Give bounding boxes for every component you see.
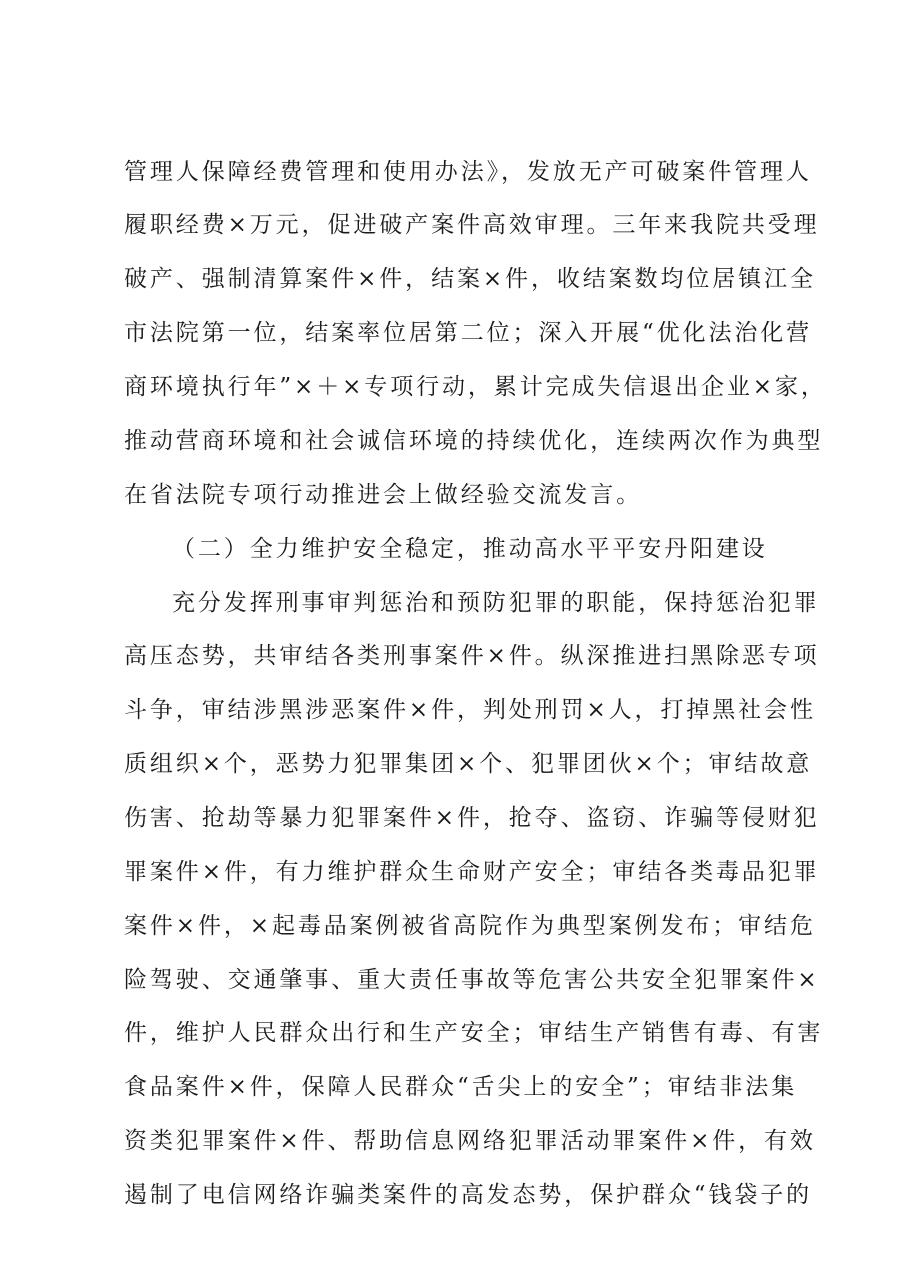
text-line: 商环境执行年”×＋×专项行动，累计完成失信退出企业×家， xyxy=(124,374,827,400)
section-heading: （二）全力维护安全稳定，推动高水平平安丹阳建设 xyxy=(172,536,768,562)
text-line: 食品案件×件，保障人民群众“舌尖上的安全”；审结非法集 xyxy=(124,1074,798,1100)
text-line: 推动营商环境和社会诚信环境的持续优化，连续两次作为典型 xyxy=(124,428,824,454)
text-line: 高压态势，共审结各类刑事案件×件。纵深推进扫黑除恶专项 xyxy=(124,643,820,669)
text-line: 险驾驶、交通肇事、重大责任事故等危害公共安全犯罪案件× xyxy=(124,967,820,993)
text-line: 件，维护人民群众出行和生产安全；审结生产销售有毒、有害 xyxy=(124,1020,824,1046)
text-line: 在省法院专项行动推进会上做经验交流发言。 xyxy=(124,482,642,508)
text-line: 资类犯罪案件×件、帮助信息网络犯罪活动罪案件×件，有效 xyxy=(124,1128,816,1154)
text-line: 市法院第一位，结案率位居第二位；深入开展“优化法治化营 xyxy=(124,320,813,346)
paragraph-first-line: 充分发挥刑事审判惩治和预防犯罪的职能，保持惩治犯罪 xyxy=(172,590,820,616)
text-line: 遏制了电信网络诈骗类案件的高发态势，保护群众“钱袋子的 xyxy=(124,1182,813,1208)
text-line: 质组织×个，恶势力犯罪集团×个、犯罪团伙×个；审结故意 xyxy=(124,751,813,777)
text-line: 履职经费×万元，促进破产案件高效审理。三年来我院共受理 xyxy=(124,212,820,238)
text-line: 管理人保障经费管理和使用办法》，发放无产可破案件管理人 xyxy=(124,159,812,185)
text-line: 伤害、抢劫等暴力犯罪案件×件，抢夺、盗窃、诈骗等侵财犯 xyxy=(124,805,820,831)
text-line: 案件×件，×起毒品案例被省高院作为典型案例发布；审结危 xyxy=(124,913,816,939)
text-line: 斗争，审结涉黑涉恶案件×件，判处刑罚×人，打掉黑社会性 xyxy=(124,697,816,723)
text-line: 罪案件×件，有力维护群众生命财产安全；审结各类毒品犯罪 xyxy=(124,859,820,885)
text-line: 破产、强制清算案件×件，结案×件，收结案数均位居镇江全 xyxy=(124,266,816,292)
